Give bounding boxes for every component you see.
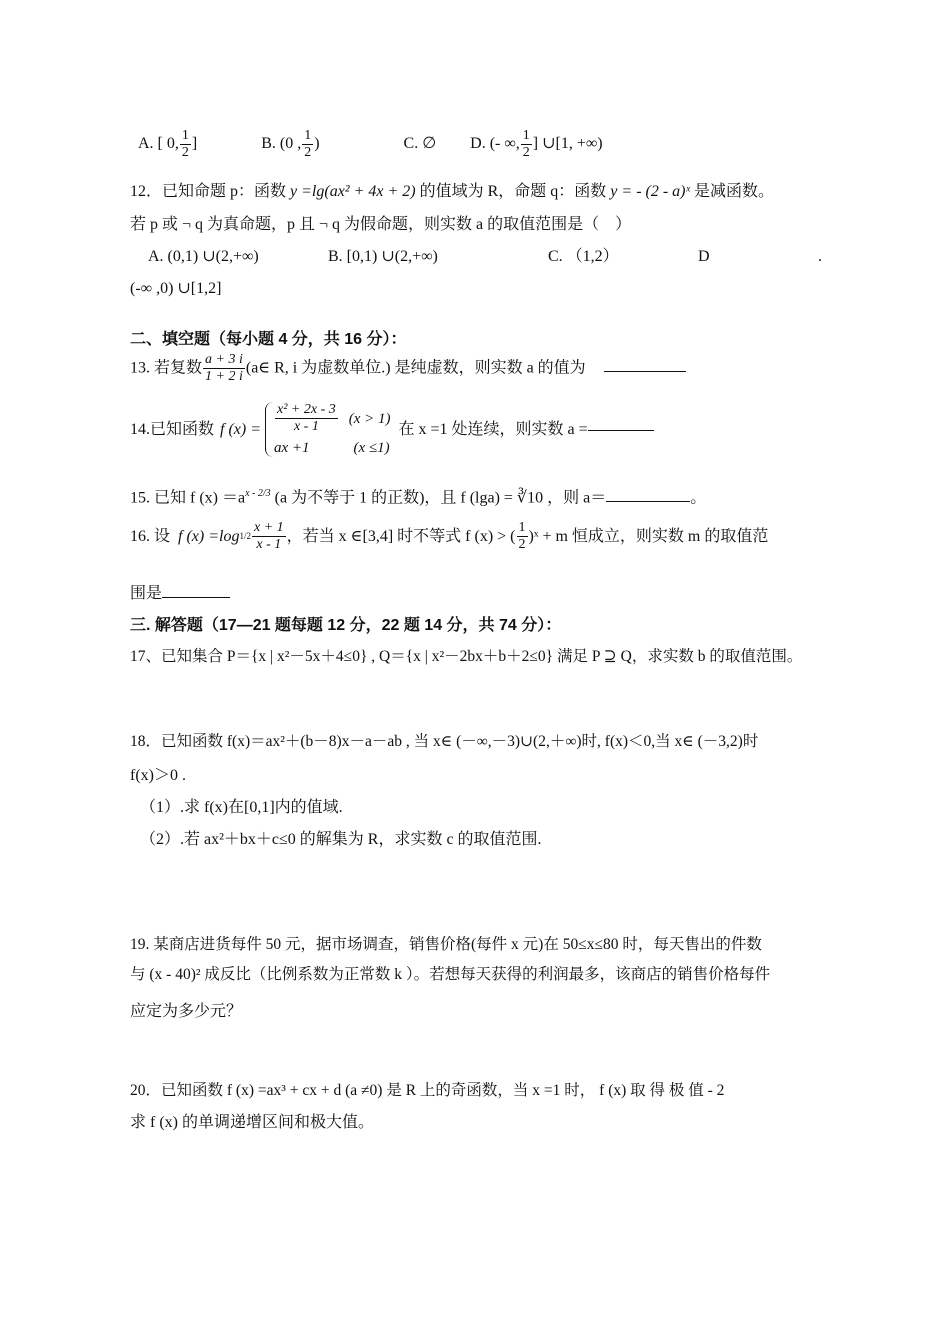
q16-answer-blank[interactable]	[162, 596, 230, 598]
q19-line3: 应定为多少元？	[130, 1003, 243, 1020]
q12-line4: (-∞ ,0) ∪[1,2]	[130, 280, 222, 297]
section2-title: 二、填空题（每小题 4 分，共 16 分）：	[130, 331, 407, 348]
q14-answer-blank[interactable]	[588, 429, 654, 431]
q15: 15. 已知 f $(x) =a^{x - 2/3}$ (a 为不等于 1 的正数)，且 f (lga) = ∛10 ，则 a＝ 。	[130, 488, 707, 507]
q19-line2: 与 (x - 40)² 成反比（比例系数为正常数 k ）。若想每天获得的利润最多，该商店的销售价格每件	[130, 966, 771, 983]
q12-option-a: A. (0,1) ∪(2,+∞)	[148, 248, 259, 265]
q17: 17、已知集合 P＝{x | x²－5x＋4≤0} , Q＝{x | x²－2bx＋b＋2≤0} 满足 P ⊇ Q，求实数 b 的取值范围。	[130, 648, 803, 665]
q16: 16. 设 f (x) =log 1/2 $\frac{x + 1}{x - 1}$ ，若当 x ∈[3,4] 时不等式 f (x) > ( $\frac{1}{2}$ )ˣ + m 恒成立，则实数 m 的取值范	[130, 520, 769, 553]
q12-option-c: C. （1,2）	[548, 248, 619, 265]
q12-option-d-dot: .	[818, 248, 822, 265]
q14: 14.已知函数 f (x) = $\frac{\text{x² + 2x - 3}}{x - 1}$ (x > 1) ax +1 (x ≤1) 在 x =1 处连续，则实数 a =	[130, 402, 654, 457]
q20-line2: 求 f (x) 的单调递增区间和极大值。	[130, 1114, 374, 1131]
q12-line1: 12．已知命题 p：函数 y =lg(ax² + 4x + 2) 的值域为 R，命题 q：函数 y = - (2 - a)ˣ 是减函数。	[130, 183, 775, 200]
q13-answer-blank[interactable]	[604, 370, 686, 372]
q16-line2: 围是	[130, 584, 230, 603]
q20-line1: 20．已知函数 f (x) =ax³ + cx + d (a ≠0) 是 R 上的奇函数，当 x =1 时， f (x) 取 得 极 值 - 2	[130, 1082, 725, 1099]
q12-options	[148, 247, 828, 266]
q13: 13. 若复数 $\frac{a + 3 i}{1 + 2 i}$ (a∈ R, i 为虚数单位.) 是纯虚数，则实数 a 的值为	[130, 352, 686, 385]
section3-title: 三. 解答题（17—21 题每题 12 分，22 题 14 分，共 74 分）：	[130, 617, 562, 634]
q11-option-b: B. (0 , $\frac{1}{2}$ )	[261, 128, 320, 161]
q11-options	[138, 128, 603, 161]
q11-option-a: A. [ 0, $\frac{1}{2}$ ]	[138, 128, 198, 161]
q18-line2: f(x)＞0 .	[130, 767, 186, 784]
q12-option-b: B. [0,1) ∪(2,+∞)	[328, 248, 438, 265]
q15-answer-blank[interactable]	[606, 500, 690, 502]
q18-line1: 18．已知函数 f(x)＝ax²＋(b－8)x－a－ab , 当 x∈ (－∞,－3)∪(2,＋∞)时, f(x)＜0,当 x∈ (－3,2)时	[130, 733, 759, 750]
q12-line2: 若 p 或 ¬ q 为真命题，p 且 ¬ q 为假命题，则实数 a 的取值范围是（ ）	[130, 216, 632, 233]
q14-piecewise: $\frac{\text{x² + 2x - 3}}{x - 1}$ (x > 1) ax +1 (x ≤1)	[265, 402, 391, 457]
q18-sub1: （1）.求 f(x)在[0,1]内的值域.	[140, 799, 343, 816]
q11-option-c: C. ∅	[403, 135, 437, 153]
q19-line1: 19. 某商店进货每件 50 元，据市场调查，销售价格(每件 x 元)在 50≤x≤80 时，每天售出的件数	[130, 936, 762, 953]
q12-option-d: D	[698, 248, 710, 265]
q18-sub2: （2）.若 ax²＋bx＋c≤0 的解集为 R，求实数 c 的取值范围.	[140, 831, 542, 848]
q11-option-d: D. (- ∞, $\frac{1}{2}$ ] ∪[1, +∞)	[470, 128, 603, 161]
